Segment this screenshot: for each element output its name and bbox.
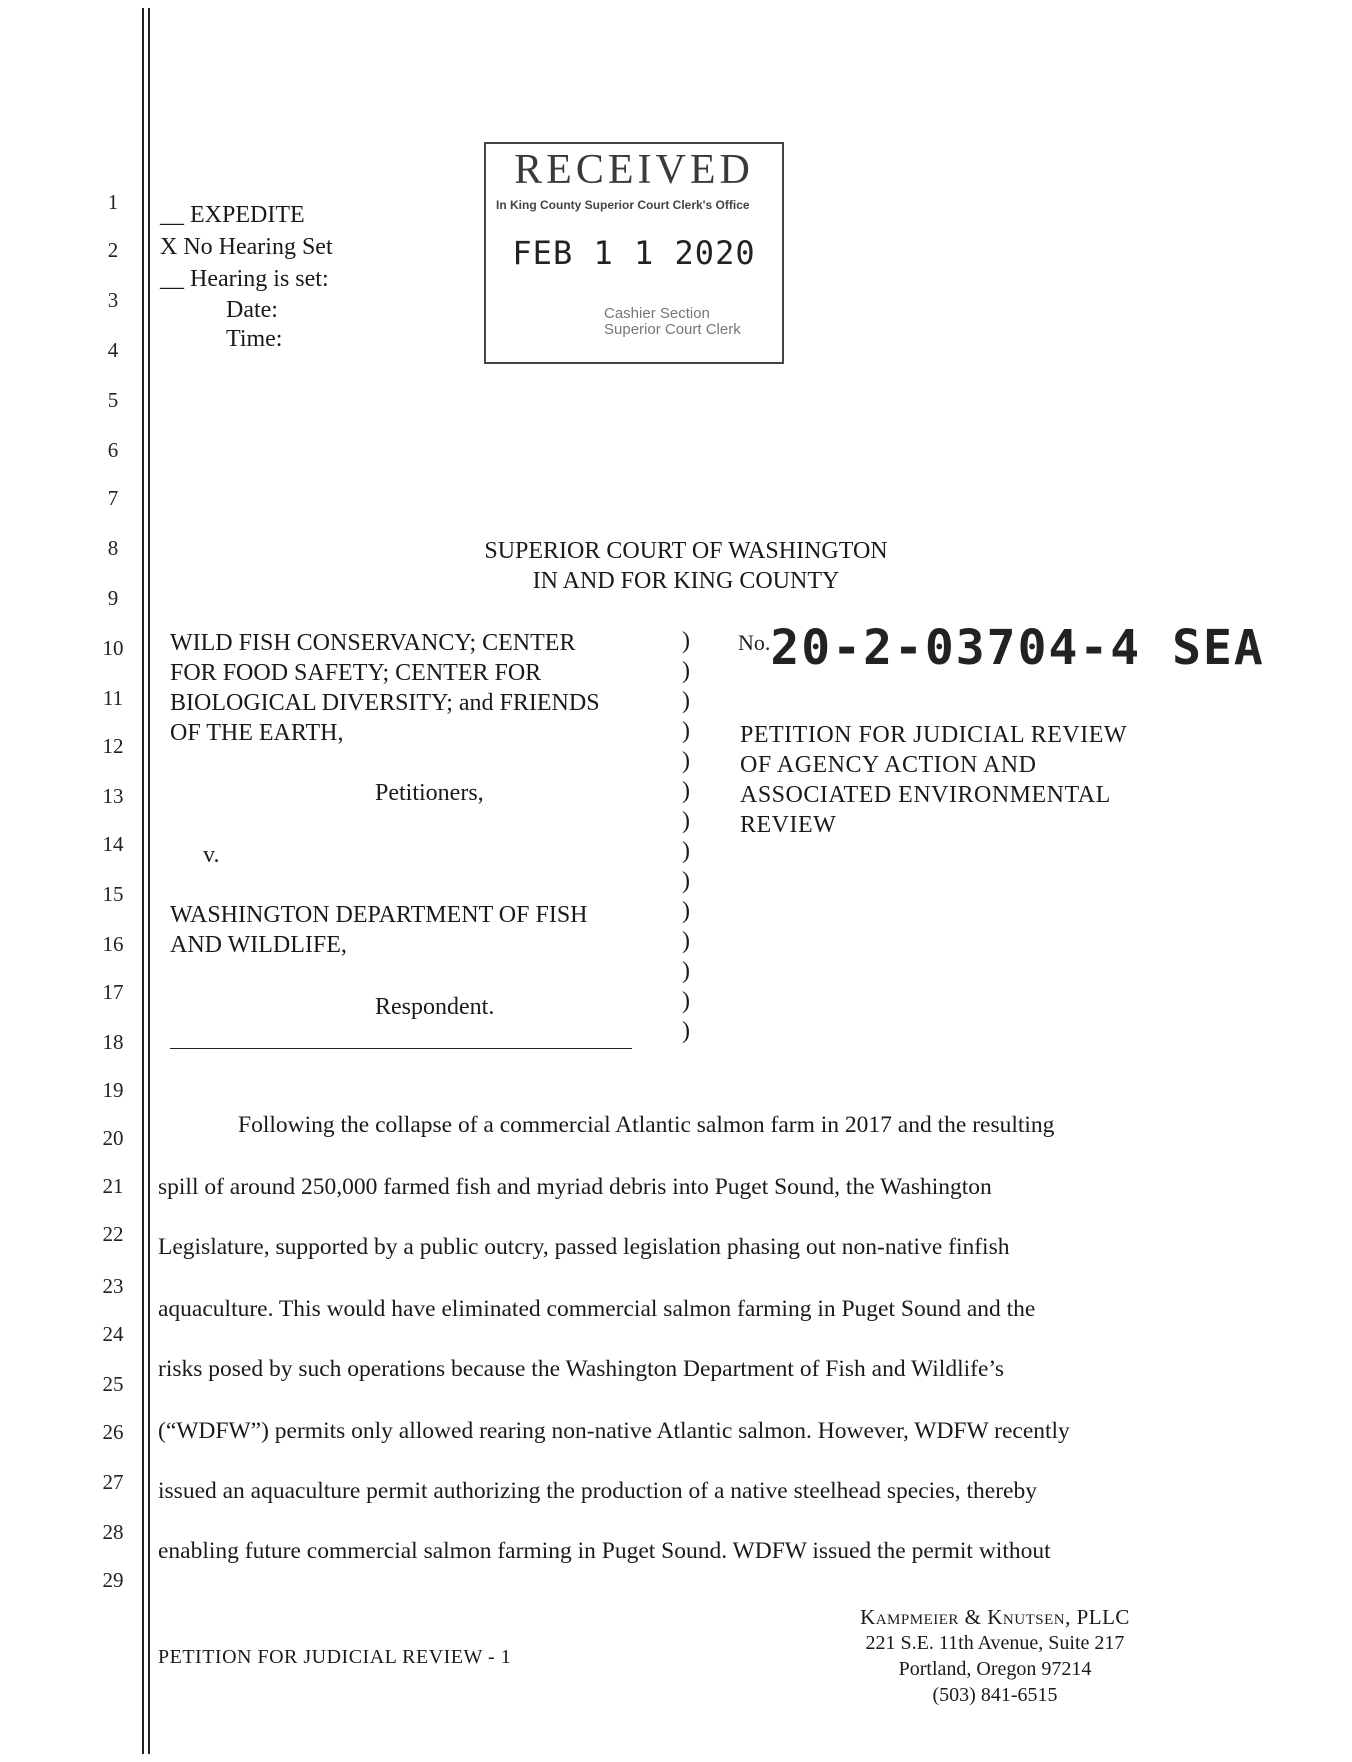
paren: )	[682, 688, 690, 714]
petitioner-line: FOR FOOD SAFETY; CENTER FOR	[170, 660, 542, 686]
body-line: issued an aquaculture permit authorizing the production of a native steelhead species, thereby	[158, 1478, 1037, 1504]
petitioner-line: OF THE EARTH,	[170, 720, 344, 746]
received-stamp	[484, 142, 784, 364]
stamp-title: RECEIVED	[514, 147, 754, 193]
document-title-line: PETITION FOR JUDICIAL REVIEW	[740, 722, 1128, 748]
paren: )	[682, 748, 690, 774]
line-number: 14	[102, 832, 124, 856]
hearing-date-label: Date:	[226, 297, 278, 323]
line-number: 21	[102, 1174, 124, 1198]
line-number: 8	[107, 536, 119, 560]
body-line: spill of around 250,000 farmed fish and myriad debris into Puget Sound, the Washington	[158, 1174, 992, 1200]
line-number: 6	[107, 438, 119, 462]
line-number: 22	[102, 1222, 124, 1246]
hearing-set-option: __ Hearing is set:	[160, 266, 329, 292]
line-number: 19	[102, 1078, 124, 1102]
line-number: 11	[102, 686, 124, 710]
respondent-label: Respondent.	[375, 994, 495, 1020]
petitioner-line: BIOLOGICAL DIVERSITY; and FRIENDS	[170, 690, 600, 716]
paren: )	[682, 838, 690, 864]
line-number: 17	[102, 980, 124, 1004]
line-number: 16	[102, 932, 124, 956]
paren: )	[682, 778, 690, 804]
firm-name: Kampmeier & Knutsen, PLLC	[860, 1605, 1130, 1629]
document-title-line: OF AGENCY ACTION AND	[740, 752, 1037, 778]
expedite-option: __ EXPEDITE	[160, 202, 305, 228]
case-number	[738, 620, 1265, 676]
court-county: IN AND FOR KING COUNTY	[532, 568, 840, 594]
document-title	[740, 720, 1127, 840]
case-number-prefix: No.	[738, 630, 771, 655]
paren: )	[682, 808, 690, 834]
body-line: aquaculture. This would have eliminated commercial salmon farming in Puget Sound and the	[158, 1296, 1036, 1322]
paren: )	[682, 898, 690, 924]
stamp-date: FEB 1 1 2020	[512, 234, 756, 272]
petitioners-label: Petitioners,	[375, 780, 484, 806]
paren: )	[682, 1018, 690, 1044]
line-number: 18	[102, 1030, 124, 1054]
firm-block	[830, 1604, 1160, 1708]
margin-rule-left	[142, 8, 144, 1754]
stamp-clerk-line: Superior Court Clerk	[604, 321, 741, 338]
line-number: 10	[102, 636, 124, 660]
paren: )	[682, 658, 690, 684]
body-line: Legislature, supported by a public outcry, passed legislation phasing out non-native finfish	[158, 1234, 1010, 1260]
line-number: 3	[107, 288, 119, 312]
respondent-line: WASHINGTON DEPARTMENT OF FISH	[170, 902, 588, 928]
paren: )	[682, 958, 690, 984]
line-number: 5	[107, 388, 119, 412]
stamp-clerk-line: Cashier Section	[604, 305, 710, 322]
line-number: 27	[102, 1470, 124, 1494]
line-number: 23	[102, 1274, 124, 1298]
hearing-time-label: Time:	[226, 326, 283, 352]
court-name: SUPERIOR COURT OF WASHINGTON	[484, 538, 888, 564]
paren: )	[682, 718, 690, 744]
line-number: 24	[102, 1322, 124, 1346]
body-line: (“WDFW”) permits only allowed rearing non-native Atlantic salmon. However, WDFW recently	[158, 1418, 1070, 1444]
no-hearing-option: X No Hearing Set	[160, 234, 333, 260]
margin-rule-right	[148, 8, 150, 1754]
firm-address: 221 S.E. 11th Avenue, Suite 217	[865, 1632, 1125, 1654]
paren: )	[682, 988, 690, 1014]
document-title-line: REVIEW	[740, 812, 837, 838]
paren: )	[682, 928, 690, 954]
line-number: 4	[107, 338, 119, 362]
paren: )	[682, 868, 690, 894]
respondent-line: AND WILDLIFE,	[170, 932, 347, 958]
line-number: 13	[102, 784, 124, 808]
versus: v.	[203, 842, 220, 868]
body-line: Following the collapse of a commercial Atlantic salmon farm in 2017 and the resulting	[238, 1112, 1055, 1138]
line-number: 26	[102, 1420, 124, 1444]
caption-rule	[170, 1048, 632, 1049]
body-line: risks posed by such operations because the Washington Department of Fish and Wildlife’s	[158, 1356, 1005, 1382]
paren: )	[682, 628, 690, 654]
stamp-office: In King County Superior Court Clerk's Office	[496, 198, 750, 212]
line-number: 12	[102, 734, 124, 758]
line-number: 9	[107, 586, 119, 610]
line-number: 2	[107, 238, 119, 262]
firm-city: Portland, Oregon 97214	[898, 1658, 1092, 1680]
body-line: enabling future commercial salmon farming in Puget Sound. WDFW issued the permit without	[158, 1538, 1051, 1564]
stamp-clerk	[604, 306, 741, 338]
line-number: 25	[102, 1372, 124, 1396]
line-number: 29	[102, 1568, 124, 1592]
firm-phone: (503) 841-6515	[932, 1684, 1058, 1706]
case-number-value: 20-2-03704-4 SEA	[770, 620, 1265, 676]
document-title-line: ASSOCIATED ENVIRONMENTAL	[740, 782, 1111, 808]
line-number: 7	[107, 486, 119, 510]
line-number: 28	[102, 1520, 124, 1544]
line-number: 15	[102, 882, 124, 906]
footer-title: PETITION FOR JUDICIAL REVIEW - 1	[158, 1646, 512, 1668]
petitioner-line: WILD FISH CONSERVANCY; CENTER	[170, 630, 576, 656]
line-number: 20	[102, 1126, 124, 1150]
line-number: 1	[107, 190, 119, 214]
